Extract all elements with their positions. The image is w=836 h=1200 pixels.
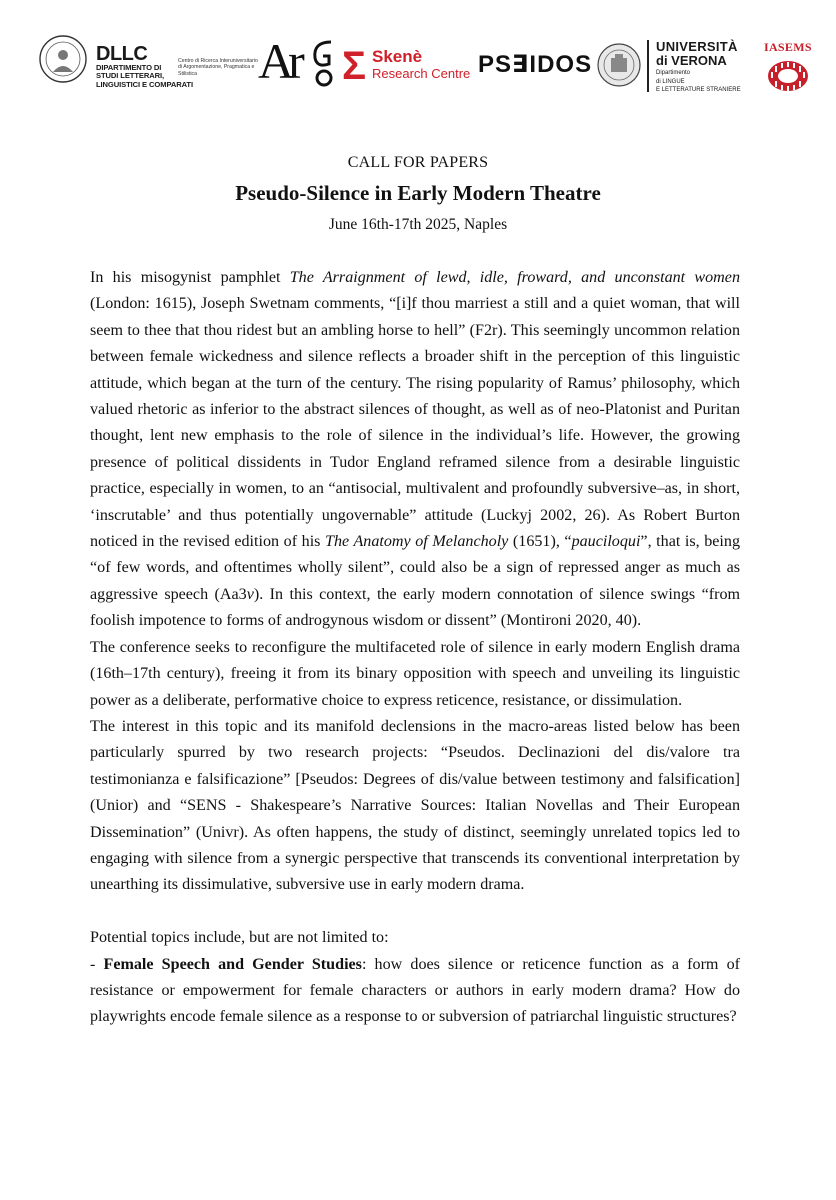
argo-subtitle (178, 58, 258, 77)
univr-logo (656, 40, 741, 94)
argo-logo (258, 34, 339, 90)
university-seal-icon (38, 34, 88, 84)
work-title-arraignment: The Arraignment of lewd, idle, froward, and unconstant women (289, 269, 740, 286)
univr-line-2: di VERONA (656, 53, 727, 68)
argo-wordmark: Ar (258, 33, 299, 89)
univr-dept-1: Dipartimento (656, 70, 691, 76)
unior-seal-icon (596, 42, 642, 88)
skene-sigma-icon: Σ (342, 44, 367, 88)
skene-name: Skenè (372, 47, 423, 66)
p1-part-c: (1651), “ (508, 533, 572, 551)
p1-part-b: (London: 1615), Joseph Swetnam comments, “[i]f thou marriest a still and a quiet woman, that will seem to thee that thou ridest but an ambling horse to hell” (F2r). This seemingly uncommon relation between female wickedness and silence reflects a broader shift in the perception of this linguistic attitude, which began at the turn of the century. The rising popularity of Ramus’ philosophy, which valued rhetoric as inferior to the abstract silences of thought, as well as of neo-Platonist and Puritan thought, lent new emphasis to the role of silence in the individual’s life. However, the growing presence of political dissidents in Tudor England reframed silence from a desirable linguistic practice, especially in women, to an “antisocial, multivalent and profoundly subversive–as, in short, ‘inscrutable’ and thus potentially ungovernable” attitude (Luckyj 2002, 26). As Robert Burton noticed in the revised edition of his (90, 295, 740, 551)
main-text (90, 265, 740, 1031)
page-title: Pseudo-Silence in Early Modern Theatre (235, 181, 601, 205)
argo-sub-line-1: Centro di Ricerca Interuniversitario (178, 58, 258, 64)
topic-item-1 (90, 952, 740, 1031)
univr-divider (647, 40, 649, 92)
argo-sub-line-2: di Argomentazione, Pragmatica e Stilistica (178, 64, 255, 77)
univr-dept-3: E LETTERATURE STRANIERE (656, 87, 741, 94)
iasems-label: IASEMS (764, 40, 812, 54)
event-date: June 16th-17th 2025, Naples (328, 216, 508, 233)
topics-intro: Potential topics include, but are not limited to: (90, 929, 389, 947)
p1-part-e: ). In this context, the early modern connotation of silence swings “from foolish impotence to forms of androgynous wisdom or dissent” (Montironi 2020, 40). (90, 585, 741, 630)
dllc-line-1: DIPARTIMENTO DI (96, 63, 162, 72)
pseudos-logo: PS∃IDOS (478, 51, 593, 78)
paragraph-gap (90, 899, 740, 925)
dllc-line-2: STUDI LETTERARI, (96, 71, 165, 81)
topic-title-female-speech: Female Speech and Gender Studies (103, 955, 362, 973)
paragraph-2: The conference seeks to reconfigure the multifaceted role of silence in early modern English drama (16th–17th century), freeing it from its binary opposition with speech and unveiling its linguistic power as a deliberate, performative choice to express reticence, resistance, or dissimulation. (90, 638, 740, 709)
skene-logo (372, 48, 470, 82)
skene-sub: Research Centre (372, 66, 471, 81)
call-for-papers-label: CALL FOR PAPERS (347, 154, 489, 171)
paragraph-1 (90, 265, 740, 635)
dllc-line-3: LINGUISTICI E COMPARATI (96, 79, 193, 89)
topic-dash: - (90, 955, 104, 973)
paragraph-3: The interest in this topic and its manifold declensions in the macro-areas listed below has been particularly spurred by two research projects: “Pseudos. Declinazioni del dis/valore tra testimonianza e falsificazione” [Pseudos: Degrees of dis/value between testimony and falsification] (Unior) and “SENS - Shakespeare’s Narrative Sources: Italian Novellas and Their European Dissemination” (Univr). As often happens, the study of distinct, seemingly unrelated topics led to engaging with silence from a synergic perspective that transcends its conventional interpretation by unearthing its dissimulative, subversive use in early modern drama. (90, 717, 740, 894)
topic-text-female-speech: : how does silence or reticence function as a form of resistance or empowerment for female characters or authors in early modern drama? How do playwrights encode female silence as a response to or subversion of patriarchal linguistic structures? (90, 955, 740, 1026)
iasems-amphitheatre-icon (766, 58, 810, 94)
term-pauciloqui: pauciloqui (571, 533, 641, 551)
work-title-anatomy: The Anatomy of Melancholy (325, 533, 509, 551)
univr-dept-2: di LINGUE (656, 78, 685, 85)
verso-mark: v (246, 585, 254, 603)
univr-line-1: UNIVERSITÀ (656, 39, 738, 54)
dllc-abbrev: DLLC (96, 43, 148, 65)
argo-go-glyph-icon (309, 34, 339, 90)
p1-part-d: ”, that is, being “of few words, and oftentimes wholly silent”, could also be a sign of repressed anger as much as aggressive speech (Aa3 (90, 533, 740, 603)
p1-part-a: In his misogynist pamphlet (90, 269, 290, 286)
